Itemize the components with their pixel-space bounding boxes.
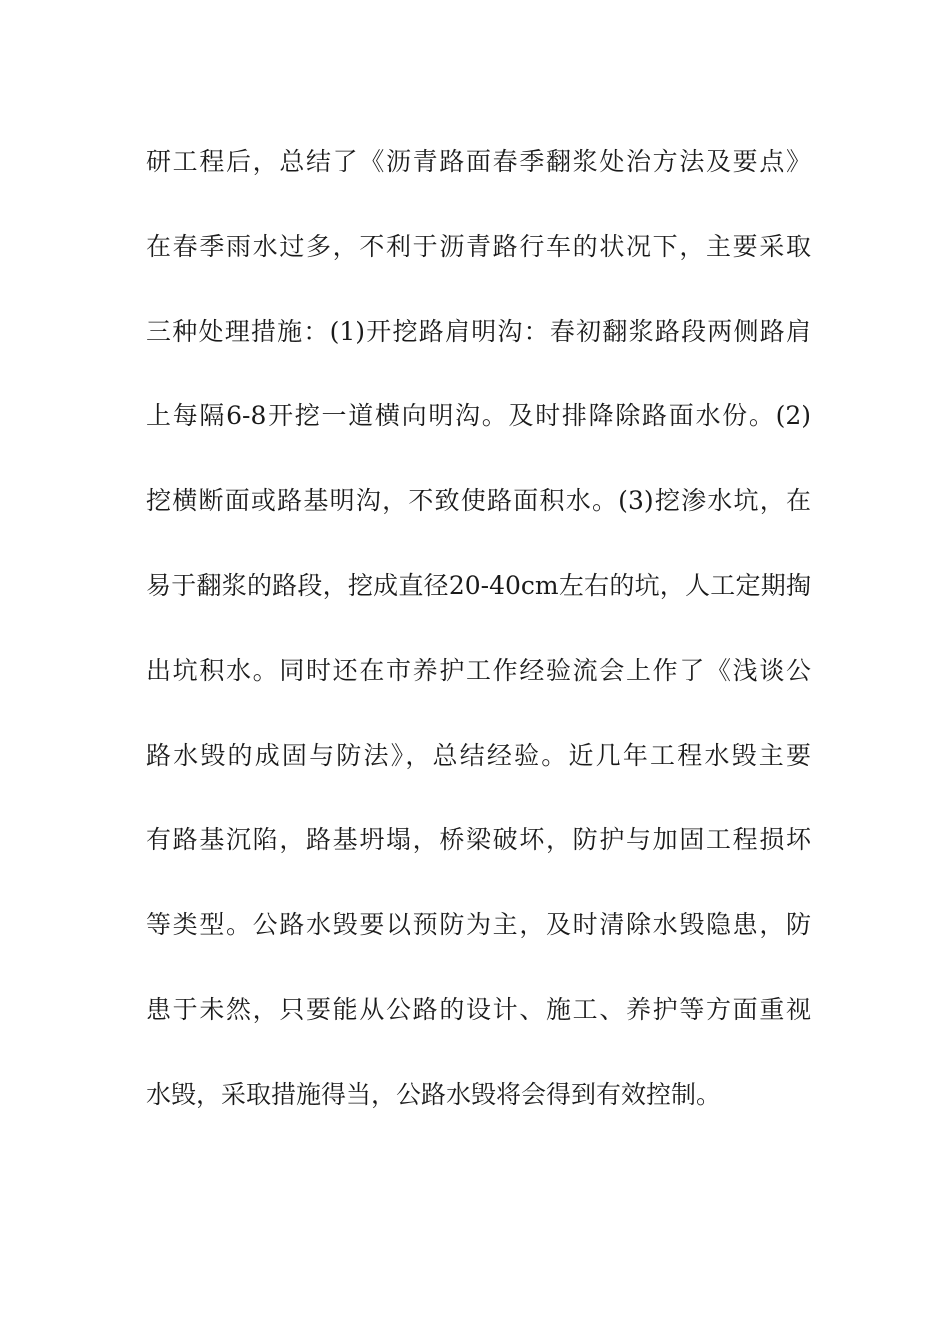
text-line: 挖横断面或路基明沟，不致使路面积水。(3)挖渗水坑，在 — [146, 486, 811, 516]
text-line: 患于未然，只要能从公路的设计、施工、养护等方面重视 — [146, 994, 811, 1024]
text-line: 水毁，采取措施得当，公路水毁将会得到有效控制。 — [146, 1079, 722, 1109]
text-line: 在春季雨水过多，不利于沥青路行车的状况下，主要采取 — [146, 231, 811, 261]
text-line: 研工程后，总结了《沥青路面春季翻浆处治方法及要点》 — [146, 147, 811, 176]
body-paragraph — [146, 139, 811, 1157]
text-line: 出坑积水。同时还在市养护工作经验流会上作了《浅谈公 — [146, 655, 811, 685]
text-line: 有路基沉陷，路基坍塌，桥梁破坏，防护与加固工程损坏 — [146, 825, 811, 855]
text-line: 易于翻浆的路段，挖成直径20-40cm左右的坑，人工定期掏 — [146, 570, 811, 600]
text-line: 路水毁的成固与防法》，总结经验。近几年工程水毁主要 — [146, 740, 811, 770]
text-line: 上每隔6-8开挖一道横向明沟。及时排降除路面水份。(2) — [146, 401, 811, 431]
text-line: 等类型。公路水毁要以预防为主，及时清除水毁隐患，防 — [146, 910, 811, 940]
text-line: 三种处理措施：(1)开挖路肩明沟：春初翻浆路段两侧路肩 — [146, 316, 811, 346]
